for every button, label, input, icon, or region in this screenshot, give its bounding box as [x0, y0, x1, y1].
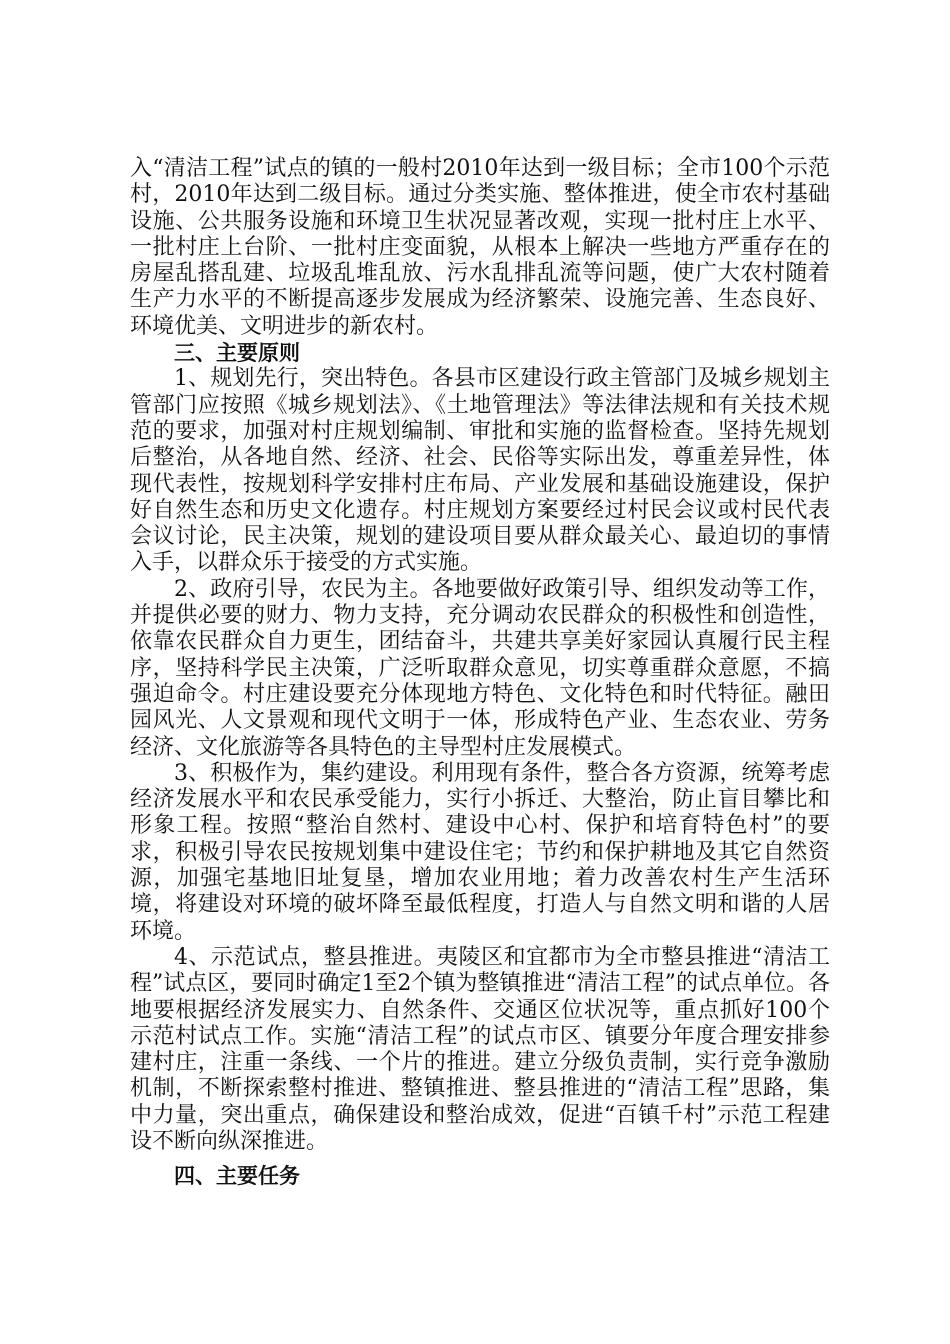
principle-paragraph-1: 1、规划先行，突出特色。各县市区建设行政主管部门及城乡规划主管部门应按照《城乡规划法》、《土地管理法》等法律法规和有关技术规范的要求，加强对村庄规划编制、审批和实施的监督检查。坚持先规划后整治，从各地自然、经济、社会、民俗等实际出发，尊重差异性，体现代表性，按规划科学安排村庄布局、产业发展和基础设施建设，保护好自然生态和历史文化遗存。村庄规划方案要经过村民会议或村民代表会议讨论，民主决策，规划的建设项目要从群众最关心、最迫切的事情入手，以群众乐于接受的方式实施。: [130, 366, 830, 576]
intro-paragraph: 入“清洁工程”试点的镇的一般村2010年达到一级目标；全市100个示范村，2010年达到二级目标。通过分类实施、整体推进，使全市农村基础设施、公共服务设施和环境卫生状况显著改观，实现一批村庄上水平、一批村庄上台阶、一批村庄变面貌，从根本上解决一些地方严重存在的房屋乱搭乱建、垃圾乱堆乱放、污水乱排乱流等问题，使广大农村随着生产力水平的不断提高逐步发展成为经济繁荣、设施完善、生态良好、环境优美、文明进步的新农村。: [130, 156, 830, 339]
section-heading-principles: 三、主要原则: [174, 341, 300, 366]
principle-paragraph-4: 4、示范试点，整县推进。夷陵区和宜都市为全市整县推进“清洁工程”试点区，要同时确定1至2个镇为整镇推进“清洁工程”的试点单位。各地要根据经济发展实力、自然条件、交通区位状况等，重点抓好100个示范村试点工作。实施“清洁工程”的试点市区、镇要分年度合理安排参建村庄，注重一条线、一个片的推进。建立分级负责制，实行竞争激励机制，不断探索整村推进、整镇推进、整县推进的“清洁工程”思路，集中力量，突出重点，确保建设和整治成效，促进“百镇千村”示范工程建设不断向纵深推进。: [130, 944, 830, 1154]
principle-paragraph-3: 3、积极作为，集约建设。利用现有条件，整合各方资源，统筹考虑经济发展水平和农民承受能力，实行小拆迁、大整治，防止盲目攀比和形象工程。按照“整治自然村、建设中心村、保护和培育特色村”的要求，积极引导农民按规划集中建设住宅；节约和保护耕地及其它自然资源，加强宅基地旧址复垦，增加农业用地；着力改善农村生产生活环境，将建设对环境的破坏降至最低程度，打造人与自然文明和谐的人居环境。: [130, 760, 830, 944]
document-body: [130, 156, 830, 1190]
section-heading-tasks: 四、主要任务: [174, 1164, 300, 1189]
principle-paragraph-2: 2、政府引导，农民为主。各地要做好政策引导、组织发动等工作，并提供必要的财力、物力支持，充分调动农民群众的积极性和创造性，依靠农民群众自力更生，团结奋斗，共建共享美好家园认真履行民主程序，坚持科学民主决策，广泛听取群众意见，切实尊重群众意愿，不搞强迫命令。村庄建设要充分体现地方特色、文化特色和时代特征。融田园风光、人文景观和现代文明于一体，形成特色产业、生态农业、劳务经济、文化旅游等各具特色的主导型村庄发展模式。: [130, 576, 830, 760]
